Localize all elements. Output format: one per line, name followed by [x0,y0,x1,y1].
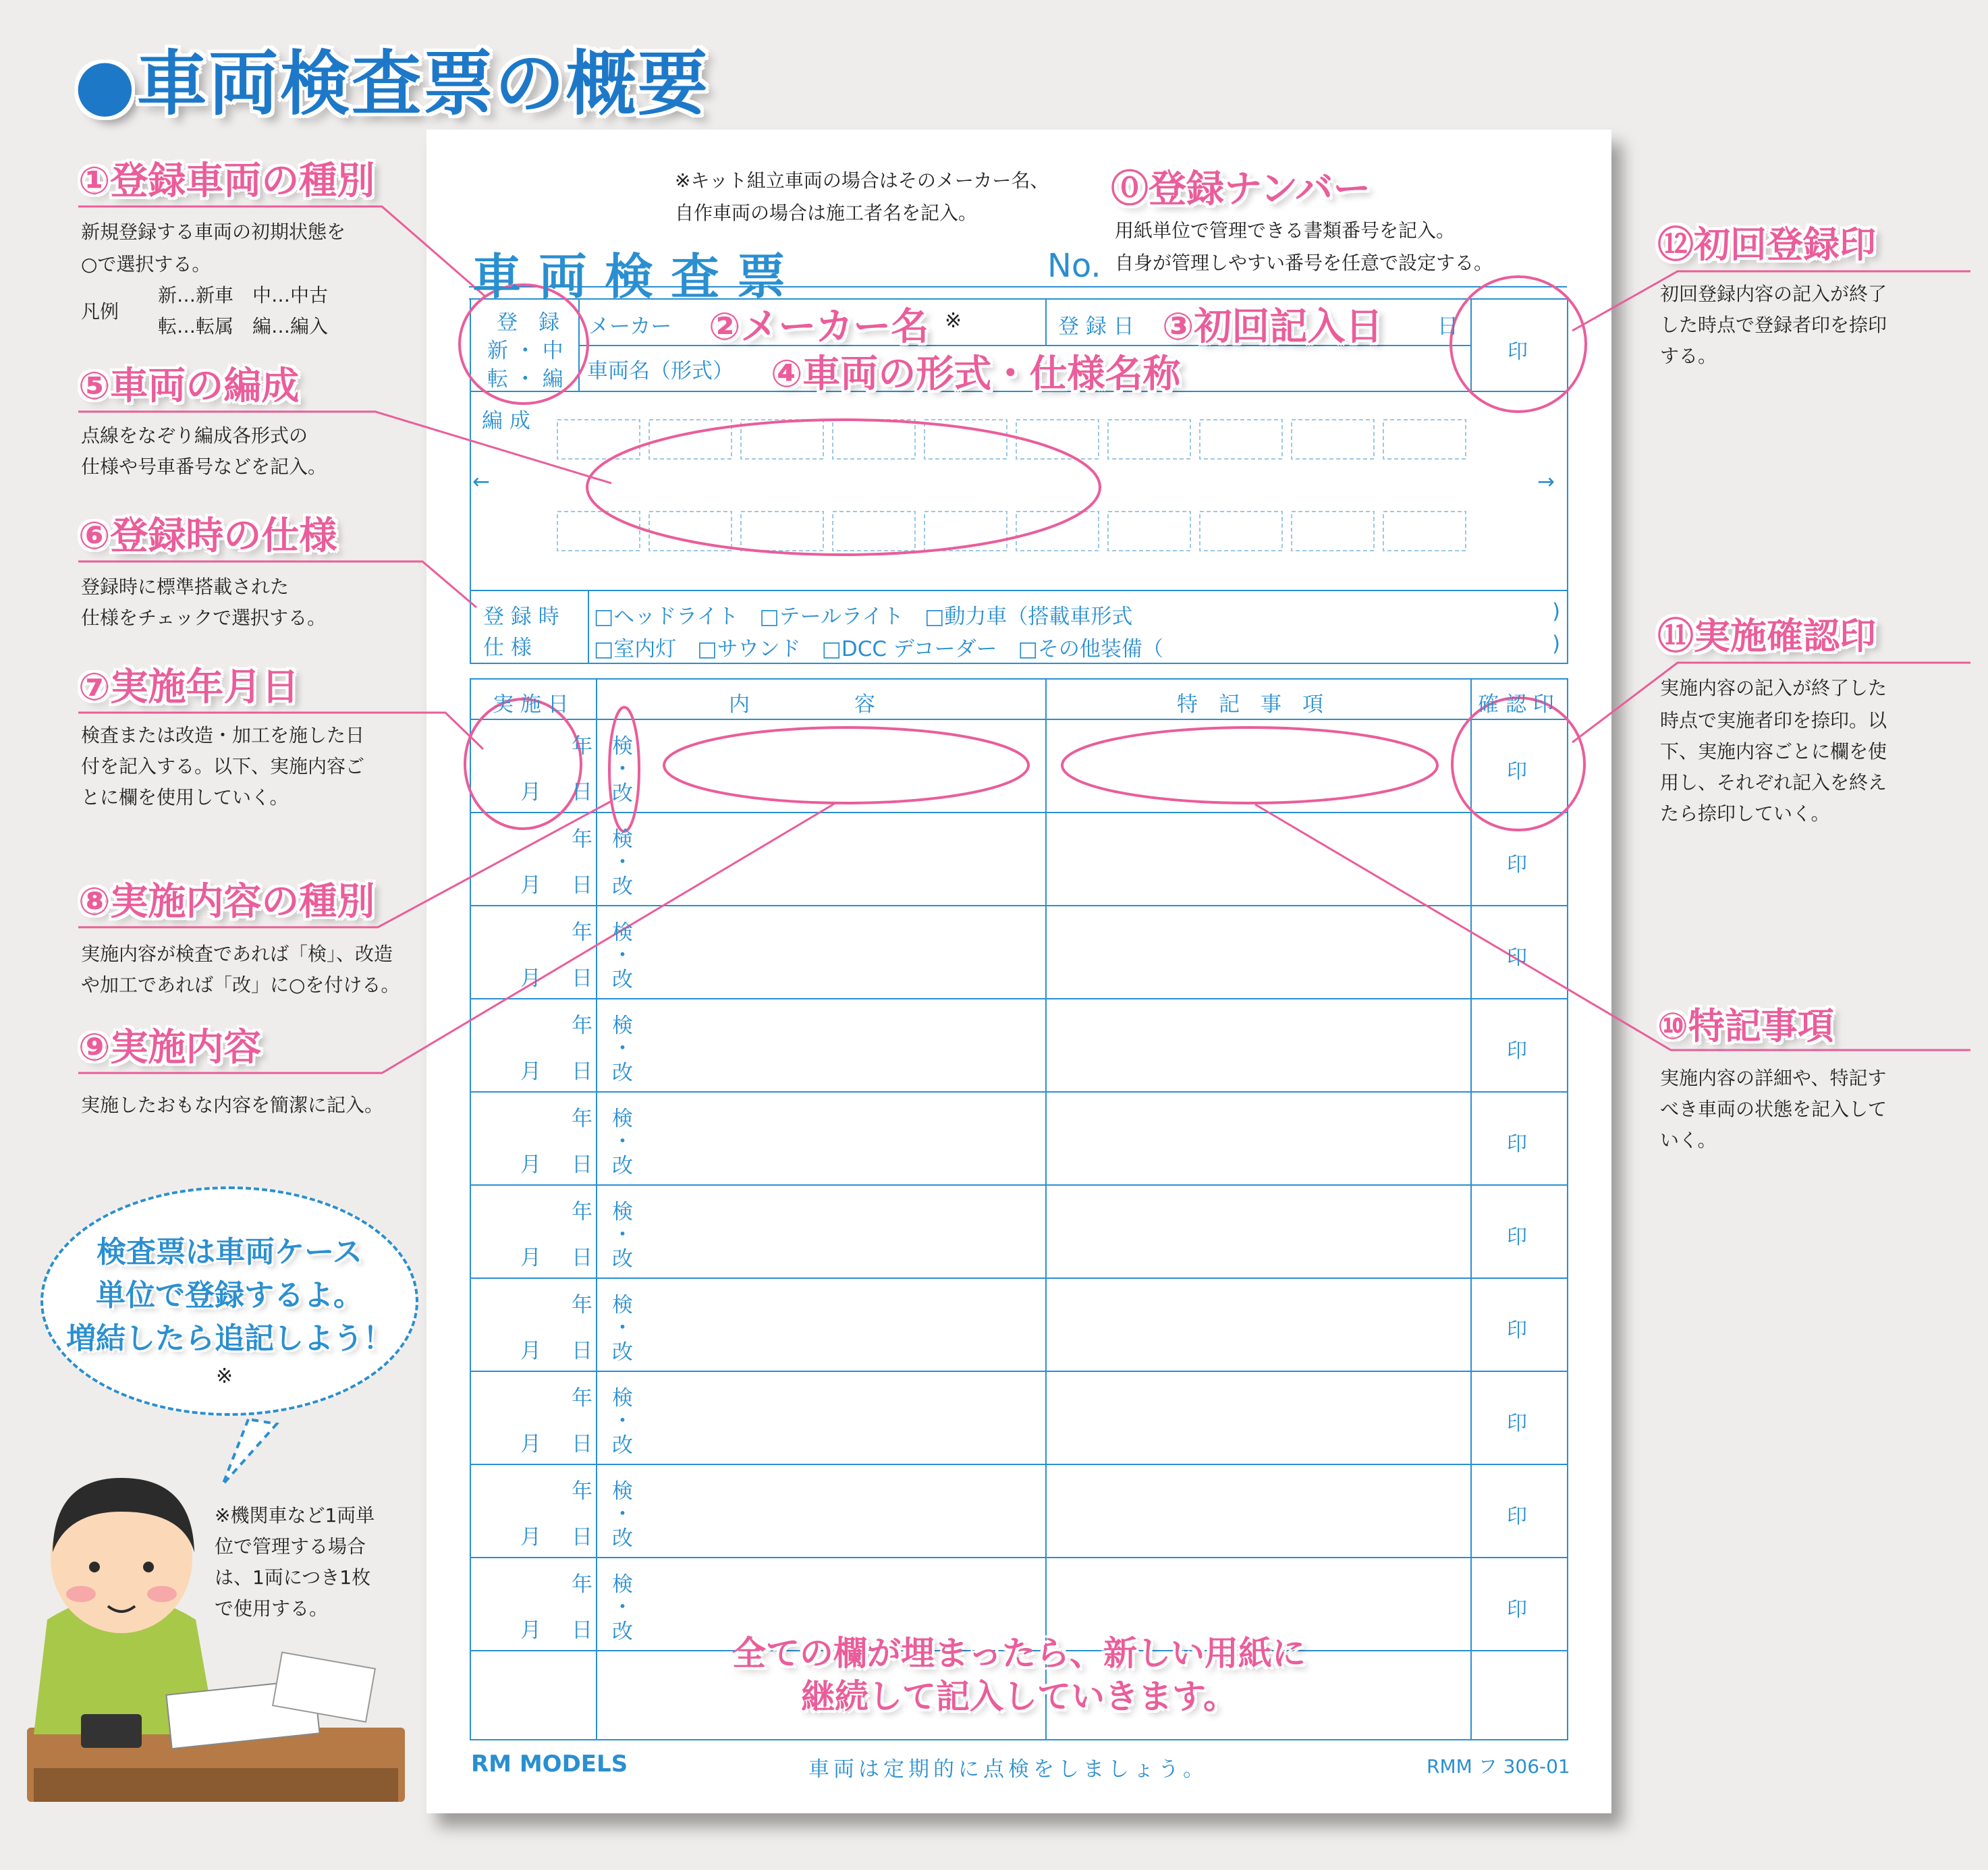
month-label: 月 [520,1618,541,1643]
bottom-message-line1: 全ての欄が埋まったら、新しい用紙に [732,1634,1306,1673]
callout-10-desc3: いく。 [1660,1129,1717,1151]
form-slogan: 車両は定期的に点検をしましょう。 [808,1757,1208,1782]
maker-pink-label: ②メーカー名 [709,305,929,349]
year-label: 年 [572,1293,592,1317]
page-title: ●車両検査票の概要 [74,43,709,125]
callout-11-desc2: 時点で実施者印を捺印。以 [1660,709,1887,732]
arrow-left-icon: ← [472,470,490,494]
dot-label: ・ [612,1409,633,1433]
year-label: 年 [572,1107,592,1131]
year-label: 年 [572,1572,592,1597]
callout-11-desc4: 用し、それぞれ記入を終え [1660,771,1887,794]
kai-label: 改 [612,1154,633,1178]
day-label: 日 [572,966,592,991]
spec-label-2: 仕 様 [483,636,532,660]
spec-options-line2: □室内灯 □サウンド □DCC デコーダー □その他装備（ [594,637,1163,661]
dot-label: ・ [612,1130,633,1154]
callout-10-desc1: 実施内容の詳細や、特記す [1660,1067,1887,1089]
kai-label: 改 [612,1247,633,1271]
table-row [470,813,1568,906]
formation-label: 編 成 [482,409,530,433]
day-label: 日 [572,1060,592,1084]
ken-label: 検 [612,827,633,852]
month-label: 月 [520,873,541,898]
year-label: 年 [572,1200,592,1224]
maker-mark: ※ [945,309,962,333]
callout-1-legend1: 新…新車 中…中古 [158,284,329,306]
callout-7-desc2: 付を記入する。以下、実施内容ご [81,755,365,777]
bottom-message-line2: 継続して記入していきます。 [801,1677,1237,1716]
kai-label: 改 [612,1527,633,1551]
confirm-seal: 印 [1507,1039,1527,1063]
form-code: RMM フ 306-01 [1427,1755,1570,1778]
reg-label-3: 転 ・ 編 [487,367,563,391]
table-row [470,999,1568,1092]
model-label: 車両名（形式） [587,359,734,383]
ken-label: 検 [612,734,633,759]
confirm-seal: 印 [1507,1412,1527,1435]
kai-label: 改 [612,1061,633,1085]
form-title: 車両検査票 [472,248,804,305]
spec-options-line1: □ヘッドライト □テールライト □動力車（搭載車形式 [594,605,1133,629]
callout-0-heading: ⓪登録ナンバー [1111,167,1371,211]
year-label: 年 [572,734,592,759]
month-label: 月 [520,780,541,804]
footnote-line1: ※機関車など1両単 [215,1504,375,1527]
initial-seal-box: 印 [1508,340,1528,364]
month-label: 月 [520,1339,541,1363]
month-label: 月 [520,1153,541,1177]
callout-9-heading: ⑨実施内容 [78,1026,262,1070]
callout-6-heading: ⑥登録時の仕様 [78,514,337,558]
reg-date-day-label: 日 [1437,314,1458,339]
callout-12-desc2: した時点で登録者印を捺印 [1660,314,1887,336]
confirm-seal: 印 [1507,1505,1527,1529]
dot-label: ・ [612,1595,633,1620]
callout-1-legend2: 転…転属 編…編入 [158,315,329,337]
form-no-label: No. [1047,247,1101,285]
callout-12-heading: ⑫初回登録印 [1657,223,1876,266]
ken-label: 検 [612,1479,633,1504]
day-label: 日 [572,1246,592,1270]
col-date-header: 実 施 日 [493,692,569,717]
ken-label: 検 [612,1386,633,1410]
col-confirm-header: 確 認 印 [1478,692,1554,717]
table-row [470,1371,1568,1464]
maker-label: メーカー [588,314,672,339]
year-label: 年 [572,1386,592,1410]
month-label: 月 [520,1246,541,1270]
kai-label: 改 [612,1340,633,1365]
callout-12-desc3: する。 [1660,345,1717,367]
paren-close-1: ) [1552,599,1561,624]
callout-7-desc1: 検査または改造・加工を施した日 [81,724,365,746]
reg-date-label: 登 録 日 [1058,314,1134,339]
month-label: 月 [520,1432,541,1456]
bubble-mark: ※ [216,1365,233,1388]
ken-label: 検 [612,1200,633,1224]
confirm-seal: 印 [1507,1319,1527,1342]
spec-label-1: 登 録 時 [483,605,559,629]
form-note-line2: 自作車両の場合は施工者名を記入。 [675,202,978,224]
callout-5-heading: ⑤車両の編成 [78,364,300,408]
reg-date-pink-label: ③初回記入日 [1162,305,1383,349]
callout-11-desc5: たら捺印していく。 [1660,802,1830,825]
callout-0-desc2: 自身が管理しやすい番号を任意で設定する。 [1115,252,1493,274]
day-label: 日 [572,1339,592,1363]
dot-label: ・ [612,1037,633,1061]
callout-8-heading: ⑧実施内容の種別 [78,880,375,924]
year-label: 年 [572,1479,592,1504]
dot-label: ・ [612,943,633,968]
confirm-seal: 印 [1507,1226,1527,1249]
bottom-message [702,1632,1336,1718]
callout-1-desc1: 新規登録する車両の初期状態を [81,221,346,243]
dot-label: ・ [612,1223,633,1247]
callout-10-desc2: べき車両の状態を記入して [1660,1098,1887,1120]
callout-1-legend-label: 凡例 [81,300,119,323]
bubble-line3: 増結したら追記しよう！ [66,1321,393,1356]
model-pink-label: ④車両の形式・仕様名称 [771,352,1181,396]
callout-1-heading: ①登録車両の種別 [78,159,375,203]
month-label: 月 [520,966,541,991]
brand-logo: RM MODELS [471,1751,628,1778]
kai-label: 改 [612,968,633,992]
table-row [470,719,1568,813]
day-label: 日 [572,1525,592,1549]
footnote-line3: は、1両につき1枚 [215,1566,371,1589]
paren-close-2: ) [1552,632,1561,656]
confirm-seal: 印 [1507,1598,1527,1622]
kai-label: 改 [612,875,633,899]
bubble-line1: 検査票は車両ケース [96,1235,362,1269]
callout-6-desc1: 登録時に標準搭載された [81,576,289,598]
ken-label: 検 [612,920,633,945]
table-row [470,1464,1568,1558]
day-label: 日 [572,1618,592,1643]
callout-5-desc2: 仕様や号車番号などを記入。 [81,456,327,478]
confirm-seal: 印 [1507,946,1527,970]
callout-11-desc3: 下、実施内容ごとに欄を使 [1660,740,1887,763]
record-rows [470,719,1568,1651]
month-label: 月 [520,1525,541,1549]
dot-label: ・ [612,850,633,875]
ken-label: 検 [612,1107,633,1131]
callout-10-heading: ⑩特記事項 [1657,1005,1834,1047]
table-row [470,906,1568,999]
kai-label: 改 [612,1433,633,1458]
callout-9-desc1: 実施したおもな内容を簡潔に記入。 [81,1094,384,1116]
table-row [470,1278,1568,1371]
callout-7-desc3: とに欄を使用していく。 [81,786,289,808]
ken-label: 検 [612,1572,633,1597]
day-label: 日 [572,1153,592,1177]
callout-11-desc1: 実施内容の記入が終了した [1660,677,1887,699]
month-label: 月 [520,1060,541,1084]
callout-5-desc1: 点線をなぞり編成各形式の [81,424,308,447]
table-row [470,1185,1568,1278]
day-label: 日 [572,780,592,804]
col-content-header: 内 容 [729,692,875,717]
confirm-seal: 印 [1507,1132,1527,1156]
year-label: 年 [572,920,592,945]
callout-0-desc1: 用紙単位で管理できる書類番号を記入。 [1115,219,1456,242]
confirm-seal: 印 [1507,853,1527,877]
table-row [470,1092,1568,1185]
kai-label: 改 [612,1620,633,1644]
ken-label: 検 [612,1014,633,1038]
callout-1-desc2: ○で選択する。 [81,253,211,275]
year-label: 年 [572,827,592,852]
arrow-right-icon: → [1537,470,1555,494]
day-label: 日 [572,873,592,898]
ken-label: 検 [612,1293,633,1317]
speech-bubble-text [40,1231,418,1360]
footnote-line4: で使用する。 [215,1597,329,1620]
callout-12-desc1: 初回登録内容の記入が終了 [1660,283,1887,305]
dot-label: ・ [612,1502,633,1527]
form-note-line1: ※キット組立車両の場合はそのメーカー名、 [675,169,1049,192]
callout-11-heading: ⑪実施確認印 [1657,615,1876,657]
reg-label-1: 登 録 [497,310,559,335]
year-label: 年 [572,1014,592,1038]
callout-7-heading: ⑦実施年月日 [78,665,300,709]
day-label: 日 [572,1432,592,1456]
col-notes-header: 特 記 事 項 [1177,692,1323,717]
dot-label: ・ [612,757,633,781]
callout-8-desc1: 実施内容が検査であれば「検」、改造 [81,943,393,965]
dot-label: ・ [612,1316,633,1340]
callout-6-desc2: 仕様をチェックで選択する。 [81,607,327,629]
reg-label-2: 新 ・ 中 [487,339,563,363]
bubble-line2: 単位で登録するよ。 [96,1278,363,1313]
footnote-line2: 位で管理する場合 [215,1535,366,1558]
callout-8-desc2: や加工であれば「改」に○を付ける。 [81,974,400,996]
kai-label: 改 [612,781,633,806]
confirm-seal: 印 [1507,760,1527,783]
